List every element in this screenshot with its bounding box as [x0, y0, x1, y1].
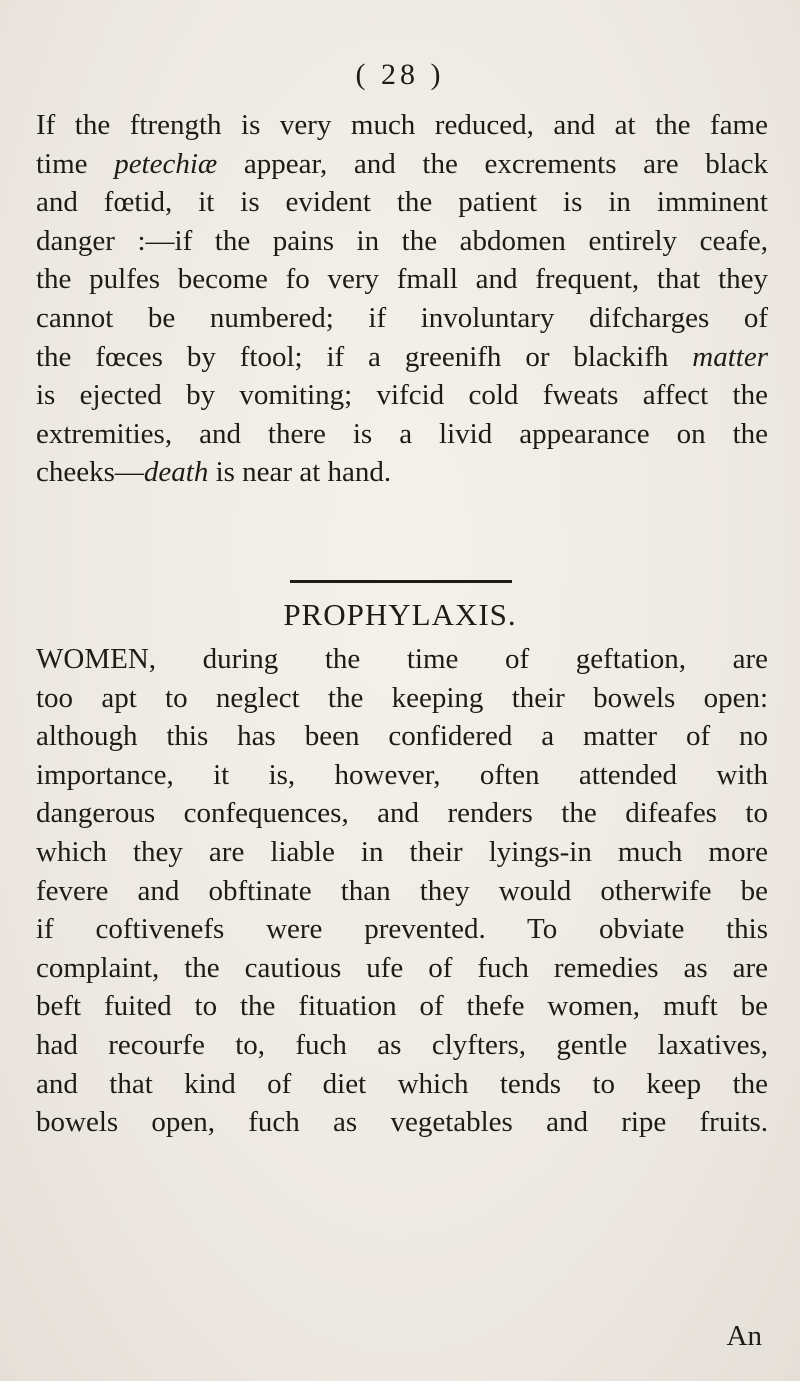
italic-term: matter — [692, 340, 768, 373]
text-line: complaint, the cautious ufe of fuch remedies as are — [36, 951, 768, 984]
section-divider — [290, 580, 512, 583]
text-line — [36, 338, 768, 377]
text-run: cheeks— — [36, 456, 144, 489]
text-run: the fœces by ftool; if a greenifh or blackifh — [36, 340, 693, 373]
text-line — [36, 183, 768, 222]
text-line: WOMEN, during the time of geftation, are — [36, 643, 768, 675]
catchword: An — [726, 1320, 762, 1352]
text-line: too apt to neglect the keeping their bowels open: — [36, 681, 768, 714]
text-line — [36, 376, 768, 415]
text-line: dangerous confequences, and renders the difeafes to — [36, 797, 768, 830]
paragraph-prophylaxis — [36, 640, 768, 1142]
text-line: if coftivenefs were prevented. To obviate this — [36, 913, 768, 946]
text-line — [36, 260, 768, 299]
page-number: ( 28 ) — [355, 58, 445, 91]
text-line — [36, 145, 768, 184]
section-heading: PROPHYLAXIS. — [283, 597, 517, 632]
text-line: importance, it is, however, often attended with — [36, 758, 768, 791]
italic-term: death — [143, 456, 209, 489]
text-run: appear, and the excrements are black — [217, 147, 769, 180]
text-line: fevere and obftinate than they would otherwife be — [36, 874, 768, 907]
paragraph-prognosis — [36, 106, 768, 492]
text-run: extremities, and there is a livid appearance on the — [36, 417, 768, 450]
text-run: cannot be numbered; if involuntary difcharges of — [36, 301, 768, 334]
text-line — [36, 222, 768, 261]
text-run: danger :—if the pains in the abdomen entirely ceafe, — [36, 224, 768, 257]
text-run: is near at hand. — [208, 456, 392, 489]
text-line: had recourfe to, fuch as clyfters, gentle laxatives, — [36, 1028, 768, 1061]
text-run: If the ftrength is very much reduced, and at the fame — [36, 109, 768, 141]
text-line — [36, 106, 768, 145]
text-line — [36, 415, 768, 454]
text-run: time — [36, 147, 115, 180]
italic-term: petechiæ — [114, 147, 218, 180]
text-run: the pulfes become fo very fmall and frequent, that they — [36, 263, 768, 296]
text-run: and fœtid, it is evident the patient is in imminent — [36, 186, 768, 219]
text-run: is ejected by vomiting; vifcid cold fweats affect the — [36, 379, 768, 412]
text-line — [36, 299, 768, 338]
text-line: beft fuited to the fituation of thefe women, muft be — [36, 990, 768, 1023]
text-line: and that kind of diet which tends to keep the — [36, 1067, 768, 1100]
text-line: although this has been confidered a matter of no — [36, 720, 768, 753]
text-line: which they are liable in their lyings-in much more — [36, 835, 768, 868]
text-line: bowels open, fuch as vegetables and ripe fruits. — [36, 1106, 768, 1139]
text-line — [36, 453, 768, 492]
